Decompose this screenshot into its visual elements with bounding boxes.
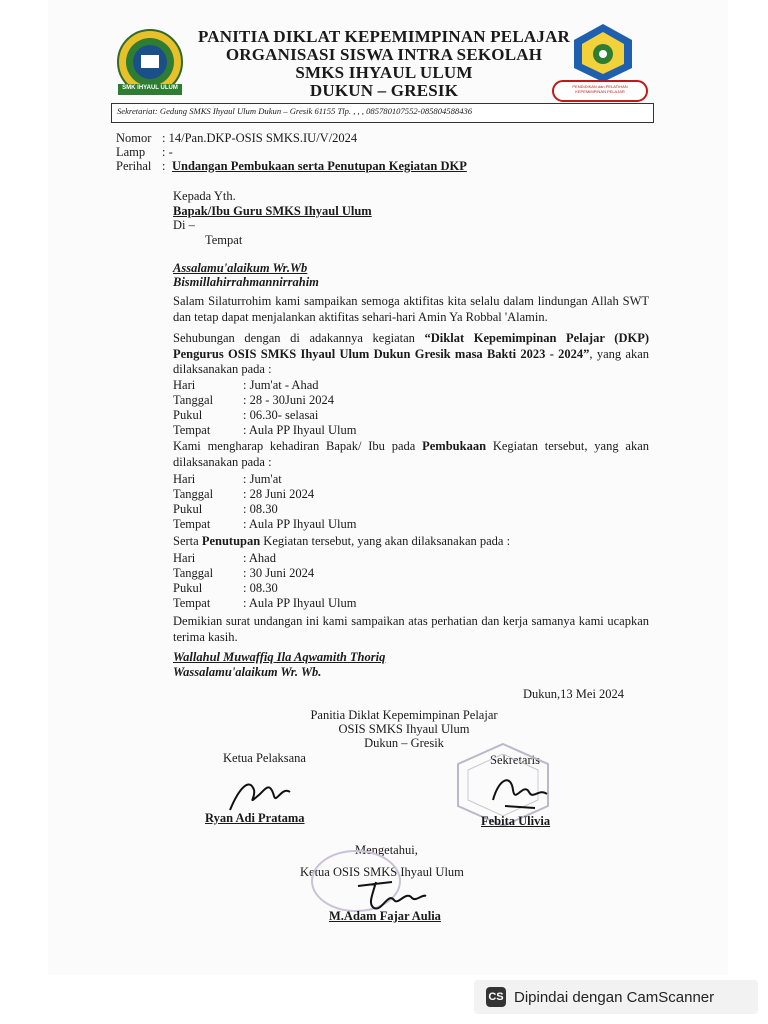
perihal-value: Undangan Pembukaan serta Penutupan Kegiatan DKP [172, 159, 467, 173]
camscanner-watermark [474, 980, 758, 1014]
left-signer-name: Ryan Adi Pratama [205, 811, 305, 825]
lamp-value: : - [162, 145, 173, 159]
left-signer-title: Ketua Pelaksana [223, 751, 306, 765]
recipient-place: Tempat [205, 233, 243, 247]
perihal-label: Perihal [116, 159, 152, 173]
dkp-badge-text: PENDIDIKAN dan PELATIHAN KEPEMIMPINAN PELAJAR [572, 84, 628, 94]
p2-event-name: “Diklat Kepemimpinan Pelajar (DKP) Pengurus OSIS SMKS Ihyaul Ulum Dukun Gresik masa Bakti 2023 - 2024” [173, 331, 649, 361]
schedule-row: Hari : Jum'at - Ahad [173, 378, 319, 392]
letter-date: Dukun,13 Mei 2024 [523, 687, 625, 701]
camscanner-text: Dipindai dengan CamScanner [514, 988, 715, 1006]
schedule-row: Pukul : 06.30- selasai [173, 408, 319, 422]
schedule-row: Tanggal : 30 Juni 2024 [173, 566, 315, 580]
schedule-row: Tempat : Aula PP Ihyaul Ulum [173, 517, 357, 531]
schedule-row: Tanggal : 28 - 30Juni 2024 [173, 393, 334, 407]
schedule-closing [173, 551, 356, 611]
org-line-2: OSIS SMKS Ihyaul Ulum [338, 722, 470, 736]
paragraph-1: Salam Silaturrohim kami sampaikan semoga aktifitas kita selalu dalam lindungan Allah SWT dan tetap dapat menjalankan aktifitas sehari-hari Amin Ya Robbal 'Alamin. [173, 294, 649, 324]
header-line-3: SMKS IHYAUL ULUM [295, 63, 473, 82]
header-line-1: PANITIA DIKLAT KEPEMIMPINAN PELAJAR [197, 27, 571, 46]
schedule-row: Tanggal : 28 Juni 2024 [173, 487, 315, 501]
paragraph-3: Kami mengharap kehadiran Bapak/ Ibu pada Pembukaan Kegiatan tersebut, yang akan dilaksanakan pada : [173, 439, 649, 469]
schedule-row: Pukul : 08.30 [173, 581, 278, 595]
basmalah: Bismillahirrahmannirrahim [173, 275, 319, 289]
schedule-main [173, 378, 356, 438]
schedule-row: Tempat : Aula PP Ihyaul Ulum [173, 596, 357, 610]
lamp-label: Lamp [116, 145, 146, 159]
nomor-value: : 14/Pan.DKP-OSIS SMKS.IU/V/2024 [162, 131, 358, 145]
schedule-row: Hari : Ahad [173, 551, 276, 565]
p2-text-end: , yang akan dilaksanakan pada : [173, 346, 649, 376]
paragraph-2 [173, 331, 649, 378]
paragraph-5: Demikian surat undangan ini kami sampaikan atas perhatian dan kerja samanya kami ucapkan terima kasih. [173, 614, 649, 644]
right-signer-title: Sekretaris [490, 753, 540, 767]
schedule-row: Pukul : 08.30 [173, 502, 278, 516]
recipient-name: Bapak/Ibu Guru SMKS Ihyaul Ulum [173, 204, 372, 218]
school-logo-text: SMK IHYAUL ULUM [122, 85, 178, 91]
camscanner-icon: CS [486, 987, 506, 1007]
acknowledged: Mengetahui, [355, 843, 418, 857]
recipient-di: Di – [173, 218, 195, 232]
org-line-1: Panitia Diklat Kepemimpinan Pelajar [310, 708, 498, 722]
salam: Assalamu'alaikum Wr.Wb [173, 261, 308, 275]
closing-line-2: Wassalamu'alaikum Wr. Wb. [173, 665, 322, 679]
signature-left-icon [220, 776, 300, 816]
closing-line-1: Wallahul Muwaffiq Ila Aqwamith Thoriq [173, 650, 386, 664]
nomor-label: Nomor [116, 131, 152, 145]
schedule-opening [173, 472, 356, 532]
signature-bottom-icon [352, 872, 432, 912]
header-line-4: DUKUN – GRESIK [309, 81, 459, 100]
address-text: Sekretariat: Gedung SMKS Ihyaul Ulum Dukun – Gresik 61155 Tlp. , , , 085780107552-085804588436 [117, 106, 473, 116]
ack-name: M.Adam Fajar Aulia [329, 909, 441, 923]
header-line-2: ORGANISASI SISWA INTRA SEKOLAH [225, 45, 543, 64]
perihal-sep: : [162, 159, 166, 173]
p2-text: Sehubungan dengan di adakannya kegiatan [173, 331, 425, 345]
schedule-row: Hari : Jum'at [173, 472, 282, 486]
letter-page [48, 0, 728, 975]
schedule-row: Tempat : Aula PP Ihyaul Ulum [173, 423, 357, 437]
signature-right-icon [485, 770, 555, 816]
ack-title: Ketua OSIS SMKS Ihyaul Ulum [300, 865, 464, 879]
org-line-3: Dukun – Gresik [364, 736, 444, 750]
paragraph-4: Serta Penutupan Kegiatan tersebut, yang akan dilaksanakan pada : [173, 534, 511, 548]
recipient-to: Kepada Yth. [173, 189, 236, 203]
right-signer-name: Febita Ulivia [481, 814, 551, 828]
